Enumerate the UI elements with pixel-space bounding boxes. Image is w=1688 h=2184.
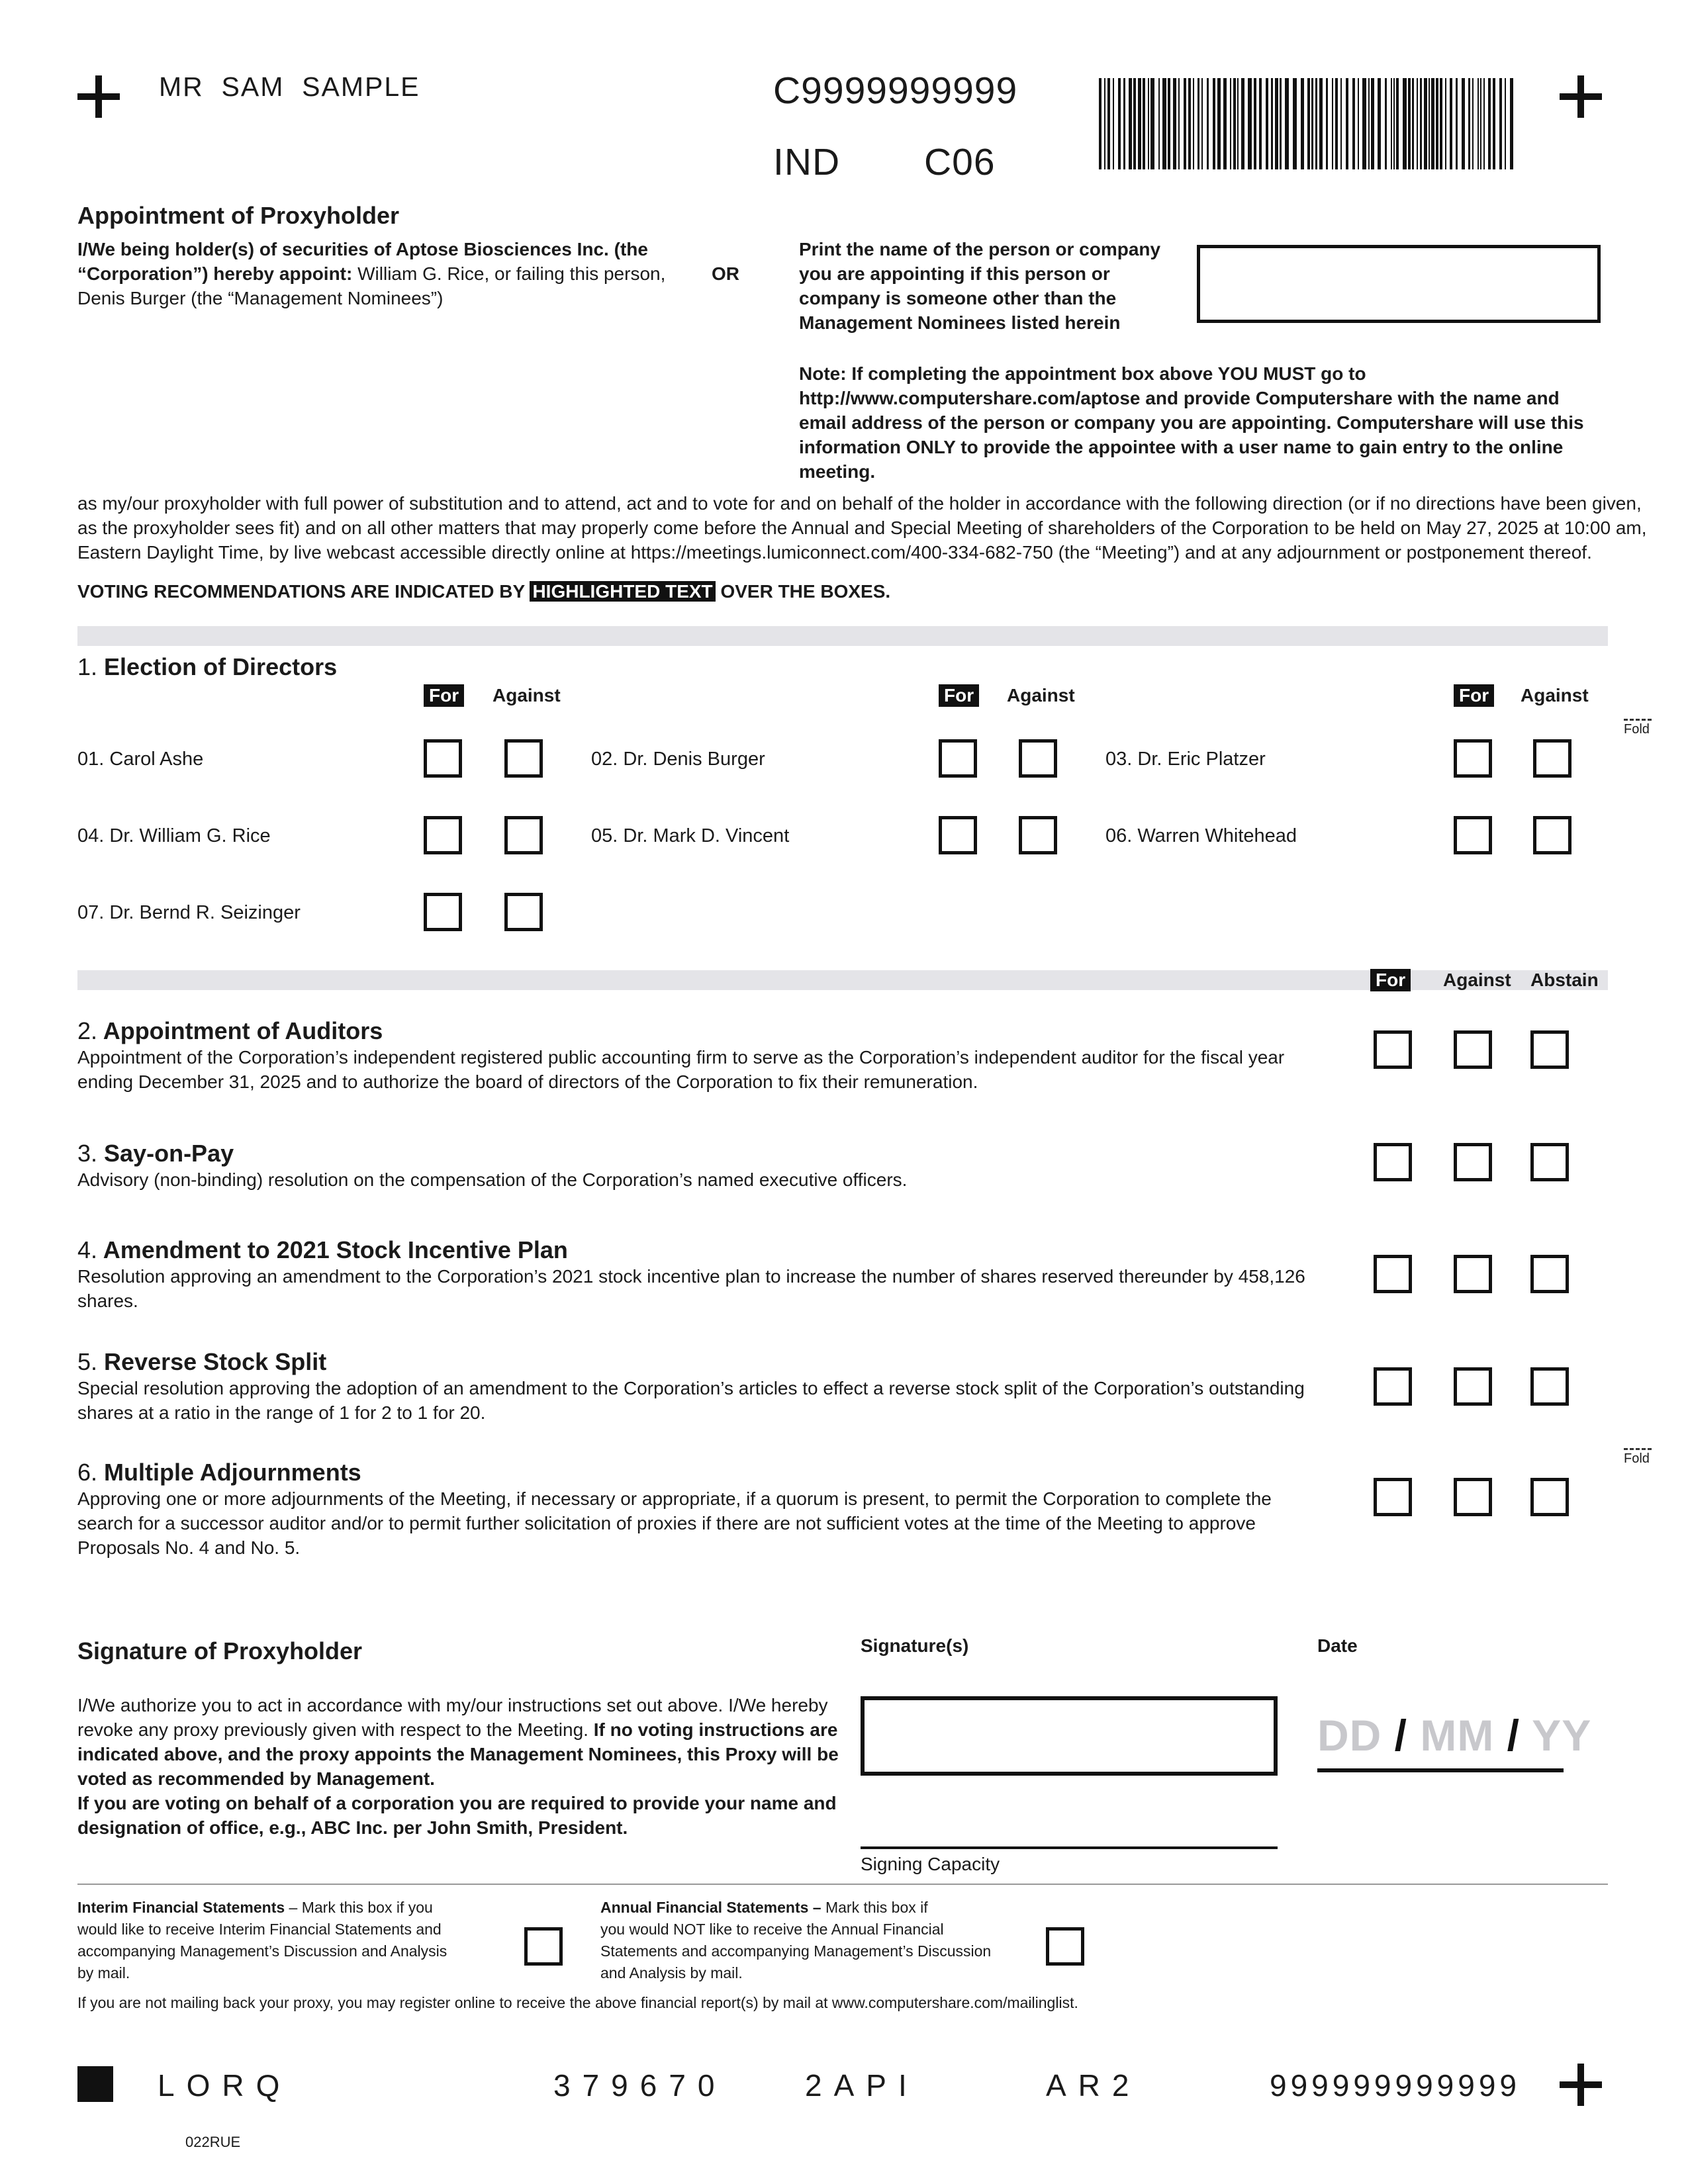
barcode-bar: [1254, 78, 1256, 169]
barcode-bar: [1178, 78, 1180, 169]
res-adjournments-against-checkbox[interactable]: [1454, 1478, 1492, 1516]
against-header-col-1: Against: [492, 685, 561, 705]
barcode-bar: [1133, 78, 1136, 169]
barcode-bar: [1493, 78, 1495, 169]
barcode-bar: [1371, 78, 1374, 169]
barcode-bar: [1340, 78, 1342, 169]
or-label: OR: [712, 263, 739, 284]
barcode-bar: [1158, 78, 1160, 169]
resolution-text-line-2: shares.: [77, 1291, 138, 1311]
barcode-bar: [1412, 78, 1414, 169]
signing-capacity-line: [861, 1846, 1278, 1849]
barcode-bar: [1456, 78, 1458, 169]
note-line-5: meeting.: [799, 461, 876, 482]
signature-text-line-2-bold: If no voting instructions are: [588, 1719, 838, 1740]
res-stock-plan-for-checkbox[interactable]: [1374, 1255, 1412, 1293]
barcode-bar: [1285, 78, 1289, 169]
financial-divider: [77, 1884, 1608, 1885]
barcode-bar: [1173, 78, 1176, 169]
barcode-bar: [1162, 78, 1166, 169]
barcode-bar: [1143, 78, 1145, 169]
note-line-2: http://www.computershare.com/aptose and provide Computershare with the name and: [799, 388, 1560, 408]
appointment-left-text: [77, 237, 713, 310]
res-auditors-abstain-checkbox[interactable]: [1530, 1030, 1569, 1069]
appointment-left-line-3: Denis Burger (the “Management Nominees”): [77, 288, 444, 308]
barcode-bar: [1107, 78, 1110, 169]
barcode-bar: [1326, 78, 1328, 169]
footer-code-4: AR2: [1046, 2068, 1141, 2103]
director-05-against-checkbox[interactable]: [1019, 816, 1057, 854]
signature-text-line-5: If you are voting on behalf of a corporation you are required to provide your name and: [77, 1793, 837, 1813]
barcode-bar: [1301, 78, 1304, 169]
interim-line-1: – Mark this box if you: [285, 1899, 433, 1916]
date-label: Date: [1317, 1635, 1358, 1656]
resolution-text-line-3: Proposals No. 4 and No. 5.: [77, 1537, 301, 1558]
barcode-bar: [1104, 78, 1105, 169]
against-header-col-2: Against: [1007, 685, 1075, 705]
appointment-note: [799, 361, 1607, 484]
directors-num: 1.: [77, 653, 98, 680]
barcode-bar: [1266, 78, 1268, 169]
director-02-against-checkbox[interactable]: [1019, 739, 1057, 778]
date-field[interactable]: [1317, 1710, 1591, 1760]
signature-text-line-1: I/We authorize you to act in accordance with my/our instructions set out above. I/We hereby: [77, 1695, 828, 1715]
resolution-num: 5.: [77, 1348, 98, 1375]
barcode-bar: [1378, 78, 1381, 169]
barcode-bar: [1332, 78, 1333, 169]
date-yy: YY: [1532, 1711, 1592, 1760]
resolution-title: Appointment of Auditors: [103, 1017, 383, 1044]
footer-code-2: 379670: [553, 2068, 727, 2103]
date-underline: [1317, 1768, 1564, 1772]
resolution-title: Multiple Adjournments: [104, 1459, 361, 1486]
voting-rec-text-end: OVER THE BOXES.: [715, 581, 891, 602]
appointment-title: Appointment of Proxyholder: [77, 202, 399, 229]
signature-authorization-text: [77, 1693, 839, 1840]
director-01-against-checkbox[interactable]: [504, 739, 543, 778]
proxy-paragraph-line-3: Eastern Daylight Time, by live webcast accessible directly online at https://meetings.lumiconnect.com/400-334-682-750 (the “Meeting”) and at any adjournment or postponement thereof.: [77, 542, 1592, 563]
barcode-bar: [1275, 78, 1278, 169]
footer-code-5: 999999999999: [1270, 2068, 1521, 2103]
director-05-for-checkbox[interactable]: [939, 816, 977, 854]
note-line-1: Note: If completing the appointment box above YOU MUST go to: [799, 363, 1366, 384]
barcode-bar: [1223, 78, 1227, 169]
barcode-bar: [1505, 78, 1506, 169]
barcode-bar: [1391, 78, 1392, 169]
director-03-for-checkbox[interactable]: [1454, 739, 1492, 778]
resolution-text-line-2: ending December 31, 2025 and to authorize the board of directors of the Corporation to fix their remuneration.: [77, 1071, 978, 1092]
barcode-bar: [1311, 78, 1313, 169]
for-header-col-3: For: [1454, 684, 1494, 707]
director-bernd-seizinger: 07. Dr. Bernd R. Seizinger: [77, 902, 301, 923]
barcode-bar: [1319, 78, 1323, 169]
annual-financial-checkbox[interactable]: [1046, 1927, 1084, 1966]
director-07-against-checkbox[interactable]: [504, 893, 543, 931]
res-stock-plan-abstain-checkbox[interactable]: [1530, 1255, 1569, 1293]
resolution-auditors: [77, 1017, 1335, 1094]
print-name-line-4: Management Nominees listed herein: [799, 312, 1121, 333]
interim-title: Interim Financial Statements: [77, 1899, 285, 1916]
barcode-bar: [1352, 78, 1355, 169]
director-carol-ashe: 01. Carol Ashe: [77, 749, 204, 770]
director-02-for-checkbox[interactable]: [939, 739, 977, 778]
barcode-bar: [1429, 78, 1430, 169]
interim-line-4: by mail.: [77, 1964, 130, 1981]
interim-line-3: accompanying Management’s Discussion and Analysis: [77, 1942, 447, 1960]
director-06-against-checkbox[interactable]: [1533, 816, 1571, 854]
signature-title: Signature of Proxyholder: [77, 1637, 363, 1664]
resolution-stock-plan: [77, 1236, 1335, 1313]
directors-title: Election of Directors: [104, 653, 338, 680]
resolution-say-on-pay: [77, 1140, 1335, 1192]
barcode-bar: [1362, 78, 1366, 169]
holder-name: MR SAM SAMPLE: [159, 71, 420, 102]
barcode-bar: [1396, 78, 1399, 169]
registration-mark-bottom-right: [1560, 2064, 1602, 2106]
interim-line-2: would like to receive Interim Financial Statements and: [77, 1921, 442, 1938]
annual-line-1: Mark this box if: [821, 1899, 928, 1916]
barcode-bar: [1241, 78, 1244, 169]
barcode-bar: [1293, 78, 1297, 169]
director-eric-platzer: 03. Dr. Eric Platzer: [1105, 749, 1266, 770]
barcode-bar: [1385, 78, 1387, 169]
note-line-3: email address of the person or company you are appointing. Computershare will use this: [799, 412, 1584, 433]
res-reverse-split-against-checkbox[interactable]: [1454, 1367, 1492, 1406]
resolution-title: Say-on-Pay: [104, 1140, 234, 1167]
barcode-bar: [1213, 78, 1215, 169]
barcode-bar: [1201, 78, 1203, 169]
res-auditors-against-checkbox[interactable]: [1454, 1030, 1492, 1069]
barcode-bar: [1440, 78, 1442, 169]
appointment-left-line-2-bold: “Corporation”) hereby appoint:: [77, 263, 353, 284]
signature-field[interactable]: [861, 1696, 1278, 1776]
barcode-bar: [1184, 78, 1186, 169]
res-reverse-split-for-checkbox[interactable]: [1374, 1367, 1412, 1406]
signature-text-line-6: designation of office, e.g., ABC Inc. per John Smith, President.: [77, 1817, 628, 1838]
barcode-bar: [1138, 78, 1141, 169]
barcode-bar: [1118, 78, 1121, 169]
resolution-title: Reverse Stock Split: [104, 1348, 327, 1375]
resolution-text-line-2: shares at a ratio in the range of 1 for 2 to 1 for 20.: [77, 1402, 486, 1423]
barcode-bar: [1280, 78, 1282, 169]
date-mm: MM: [1420, 1711, 1495, 1760]
barcode-bar: [1436, 78, 1438, 169]
barcode-bar: [1233, 78, 1236, 169]
for-header-col-2: For: [939, 684, 979, 707]
ind-label: IND: [773, 141, 841, 183]
print-name-line-3: company is someone other than the: [799, 288, 1117, 308]
footer-code-1: LORQ: [158, 2068, 292, 2103]
res-stock-plan-against-checkbox[interactable]: [1454, 1255, 1492, 1293]
res-adjournments-abstain-checkbox[interactable]: [1530, 1478, 1569, 1516]
barcode-bar: [1217, 78, 1221, 169]
res-say-on-pay-against-checkbox[interactable]: [1454, 1143, 1492, 1181]
footer-code-3: 2API: [805, 2068, 919, 2103]
barcode-bar: [1450, 78, 1452, 169]
directors-heading: [77, 653, 337, 681]
barcode-bar: [1150, 78, 1154, 169]
resolution-text-line-1: Special resolution approving the adoption of an amendment to the Corporation’s articles to effect a reverse stock split of the Corporation’s outstanding: [77, 1378, 1305, 1398]
signature-text-line-2: revoke any proxy previously given with respect to the Meeting.: [77, 1719, 588, 1740]
fold-mark-1: Fold: [1624, 719, 1652, 737]
res-say-on-pay-for-checkbox[interactable]: [1374, 1143, 1412, 1181]
control-code: C9999999999: [773, 69, 1018, 112]
resolution-title: Amendment to 2021 Stock Incentive Plan: [103, 1236, 568, 1263]
c-code: C06: [924, 141, 996, 183]
annual-line-2: you would NOT like to receive the Annual Financial: [600, 1921, 944, 1938]
barcode-bar: [1148, 78, 1149, 169]
barcode-bar: [1346, 78, 1348, 169]
barcode-bar: [1483, 78, 1485, 169]
barcode-bar: [1431, 78, 1434, 169]
barcode-bar: [1335, 78, 1338, 169]
res-adjournments-for-checkbox[interactable]: [1374, 1478, 1412, 1516]
voting-recommendations: [77, 579, 890, 604]
res-reverse-split-abstain-checkbox[interactable]: [1530, 1367, 1569, 1406]
barcode-bar: [1315, 78, 1317, 169]
barcode-bar: [1393, 78, 1395, 169]
resolution-text-line-2: search for a successor auditor and/or to permit further solicitation of proxies if there are not sufficient votes at the time of the Meeting to approve: [77, 1513, 1256, 1533]
voting-rec-highlight: HIGHLIGHTED TEXT: [530, 581, 715, 602]
resolution-num: 4.: [77, 1236, 98, 1263]
director-07-for-checkbox[interactable]: [424, 893, 462, 931]
for-header-col-1: For: [424, 684, 464, 707]
barcode-bar: [1207, 78, 1209, 169]
barcode-bar: [1113, 78, 1114, 169]
director-04-against-checkbox[interactable]: [504, 816, 543, 854]
proxy-paragraph-line-1: as my/our proxyholder with full power of substitution and to attend, act and to vote for and on behalf of the holder in accordance with the following direction (or if no directions have been given,: [77, 493, 1642, 514]
barcode-bar: [1193, 78, 1194, 169]
interim-financial-text: [77, 1897, 488, 1984]
mailing-list-note: If you are not mailing back your proxy, you may register online to receive the above financial report(s) by mail at www.computershare.com/mailinglist.: [77, 1994, 1078, 2011]
signature-text-line-3: indicated above, and the proxy appoints the Management Nominees, this Proxy will be: [77, 1744, 839, 1764]
barcode-bar: [1424, 78, 1427, 169]
barcode-bar: [1403, 78, 1407, 169]
resolution-num: 6.: [77, 1459, 98, 1486]
proxy-authority-paragraph: [77, 491, 1647, 565]
voting-rec-text: VOTING RECOMMENDATIONS ARE INDICATED BY: [77, 581, 530, 602]
barcode-bar: [1480, 78, 1481, 169]
date-dd: DD: [1317, 1711, 1382, 1760]
barcode-bar: [1445, 78, 1446, 169]
resolution-reverse-split: [77, 1348, 1335, 1425]
resolution-num: 2.: [77, 1017, 98, 1044]
barcode-bar: [1168, 78, 1170, 169]
barcode-bar: [1197, 78, 1199, 169]
barcode-bar: [1358, 78, 1359, 169]
annual-line-4: and Analysis by mail.: [600, 1964, 743, 1981]
section-divider-1: [77, 626, 1608, 646]
director-06-for-checkbox[interactable]: [1454, 816, 1492, 854]
barcode-bar: [1248, 78, 1252, 169]
appointment-left-line-2: William G. Rice, or failing this person,: [352, 263, 666, 284]
appointment-left-line-1: I/We being holder(s) of securities of Aptose Biosciences Inc. (the: [77, 239, 648, 259]
signing-capacity-label: Signing Capacity: [861, 1854, 1000, 1874]
resolution-num: 3.: [77, 1140, 98, 1167]
annual-line-3: Statements and accompanying Management’s Discussion: [600, 1942, 992, 1960]
resolutions-for-header: For: [1370, 969, 1411, 991]
barcode-bar: [1408, 78, 1411, 169]
director-04-for-checkbox[interactable]: [424, 816, 462, 854]
annual-financial-text: [600, 1897, 1031, 1984]
barcode: [1099, 78, 1523, 169]
res-say-on-pay-abstain-checkbox[interactable]: [1530, 1143, 1569, 1181]
barcode-bar: [1510, 78, 1513, 169]
res-auditors-for-checkbox[interactable]: [1374, 1030, 1412, 1069]
resolutions-abstain-header: Abstain: [1530, 970, 1599, 990]
resolution-text-line-1: Advisory (non-binding) resolution on the compensation of the Corporation’s named executive officers.: [77, 1169, 908, 1190]
resolution-text-line-1: Resolution approving an amendment to the Corporation’s 2021 stock incentive plan to increase the number of shares reserved thereunder by 458,126: [77, 1266, 1305, 1287]
interim-financial-checkbox[interactable]: [524, 1927, 563, 1966]
director-warren-whitehead: 06. Warren Whitehead: [1105, 825, 1297, 846]
date-sep-2: /: [1507, 1711, 1521, 1760]
form-id: 022RUE: [185, 2134, 241, 2150]
barcode-bar: [1368, 78, 1370, 169]
barcode-bar: [1129, 78, 1132, 169]
barcode-bar: [1477, 78, 1479, 169]
director-denis-burger: 02. Dr. Denis Burger: [591, 749, 765, 770]
barcode-bar: [1417, 78, 1418, 169]
barcode-bar: [1420, 78, 1422, 169]
barcode-bar: [1307, 78, 1310, 169]
print-name-instructions: [799, 237, 1183, 335]
against-header-col-3: Against: [1521, 685, 1589, 705]
resolutions-against-header: Against: [1443, 970, 1511, 990]
print-name-line-1: Print the name of the person or company: [799, 239, 1161, 259]
resolution-text-line-1: Approving one or more adjournments of the Meeting, if necessary or appropriate, if a quorum is present, to permit the Corporation to complete the: [77, 1488, 1272, 1509]
proxy-paragraph-line-2: as the proxyholder sees fit) and on all other matters that may properly come before the Annual and Special Meeting of shareholders of the Corporation to be held on May 27, 2025 at 10:00 am,: [77, 518, 1647, 538]
barcode-bar: [1123, 78, 1125, 169]
signatures-label: Signature(s): [861, 1635, 969, 1656]
barcode-bar: [1271, 78, 1273, 169]
barcode-bar: [1188, 78, 1191, 169]
director-mark-vincent: 05. Dr. Mark D. Vincent: [591, 825, 790, 846]
annual-title: Annual Financial Statements –: [600, 1899, 821, 1916]
resolution-adjournments: [77, 1459, 1335, 1560]
registration-mark-top-left: [77, 75, 120, 118]
barcode-bar: [1259, 78, 1262, 169]
barcode-bar: [1099, 78, 1102, 169]
barcode-bar: [1499, 78, 1502, 169]
director-03-against-checkbox[interactable]: [1533, 739, 1571, 778]
barcode-bar: [1230, 78, 1231, 169]
footer-mark-square: [77, 2066, 113, 2102]
print-name-line-2: you are appointing if this person or: [799, 263, 1110, 284]
barcode-bar: [1237, 78, 1239, 169]
note-line-4: information ONLY to provide the appointee with a user name to gain entry to the online: [799, 437, 1564, 457]
signature-text-line-4: voted as recommended by Management.: [77, 1768, 435, 1789]
resolution-text-line-1: Appointment of the Corporation’s independent registered public accounting firm to serve as the Corporation’s independent auditor for the fiscal year: [77, 1047, 1285, 1068]
barcode-bar: [1472, 78, 1474, 169]
barcode-bar: [1462, 78, 1465, 169]
barcode-bar: [1488, 78, 1491, 169]
barcode-bar: [1468, 78, 1470, 169]
fold-mark-2: Fold: [1624, 1448, 1652, 1467]
director-01-for-checkbox[interactable]: [424, 739, 462, 778]
director-william-rice: 04. Dr. William G. Rice: [77, 825, 271, 846]
registration-mark-top-right: [1560, 75, 1602, 118]
date-sep-1: /: [1394, 1711, 1408, 1760]
appointee-name-field[interactable]: [1197, 245, 1601, 323]
